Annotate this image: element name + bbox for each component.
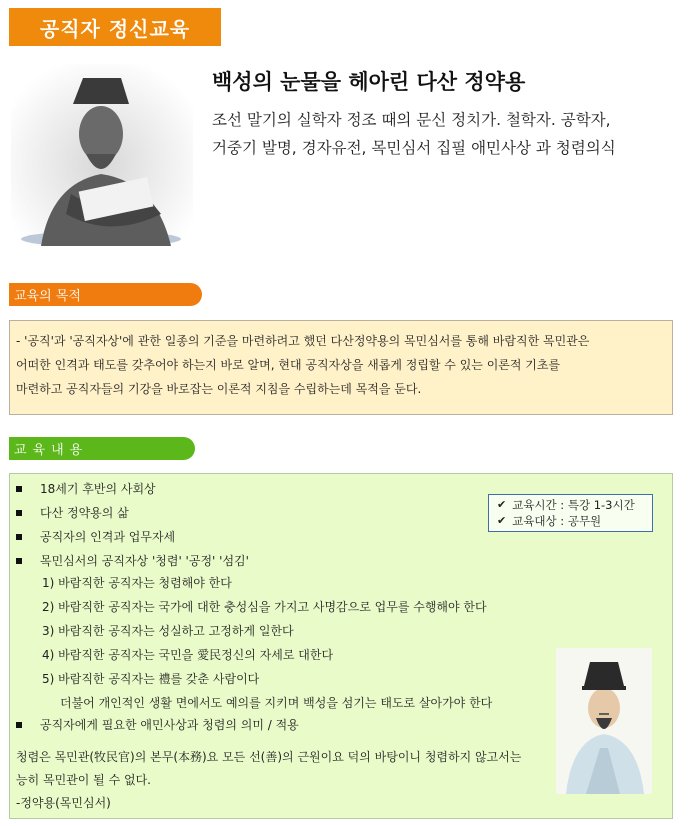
hero-desc-line: 거중기 발명, 경자유전, 목민심서 집필 애민사상 과 청렴의식	[212, 139, 616, 157]
hero-description	[212, 106, 682, 162]
list-item: 18세기 후반의 사회상	[16, 480, 156, 497]
list-item: 다산 정약용의 삶	[16, 504, 129, 521]
content-section-label: 교육내용	[9, 437, 195, 460]
check-icon: ✔	[497, 514, 507, 527]
bullet-icon	[16, 510, 22, 516]
info-target: 교육대상 : 공무원	[512, 514, 602, 528]
bullet-icon	[16, 722, 22, 728]
sub-item: 4) 바람직한 공직자는 국민을 愛民정신의 자세로 대한다	[42, 648, 334, 662]
hero-title: 백성의 눈물을 헤아린 다산 정약용	[212, 70, 526, 94]
bullet-icon	[16, 486, 22, 492]
statue-portrait-image	[11, 64, 193, 246]
purpose-box	[9, 320, 673, 415]
list-item: 공직자의 인격과 업무자세	[16, 528, 175, 545]
list-item: 목민심서의 공직자상 '청렴' '공정' '섬김'	[16, 552, 249, 569]
page-title: 공직자 정신교육	[9, 8, 221, 46]
sub-item: 더불어 개인적인 생활 면에서도 예의를 지키며 백성을 섬기는 태도로 살아가야 한다	[60, 696, 493, 710]
portrait-painting-image	[556, 648, 652, 794]
quote-line: 능히 목민관이 될 수 없다.	[16, 773, 151, 787]
purpose-section-label: 교육의 목적	[9, 283, 202, 306]
hero-desc-line: 조선 말기의 실학자 정조 때의 문신 정치가. 철학자. 공학자,	[212, 111, 611, 129]
sub-item: 3) 바람직한 공직자는 성실하고 고정하게 일한다	[42, 624, 294, 638]
purpose-line: - '공직'과 '공직자상'에 관한 일종의 기준을 마련하려고 했던 다산정약용의 목민심서를 통해 바람직한 목민관은	[16, 334, 590, 348]
info-box	[488, 494, 653, 532]
list-item: 공직자에게 필요한 애민사상과 청렴의 의미 / 적용	[16, 716, 299, 733]
sub-item: 1) 바람직한 공직자는 청렴해야 한다	[42, 576, 232, 590]
bullet-icon	[16, 558, 22, 564]
quote-line: 청렴은 목민관(牧民官)의 본무(本務)요 모든 선(善)의 근원이요 덕의 바탕이니 청렴하지 않고서는	[16, 750, 522, 764]
bullet-icon	[16, 534, 22, 540]
sub-item: 2) 바람직한 공직자는 국가에 대한 충성심을 가지고 사명감으로 업무를 수행해야 한다	[42, 600, 487, 614]
sub-item: 5) 바람직한 공직자는 禮를 갖춘 사람이다	[42, 672, 260, 686]
info-time: 교육시간 : 특강 1-3시간	[512, 498, 635, 512]
purpose-line: 어떠한 인격과 태도를 갖추어야 하는지 바로 알며, 현대 공직자상을 새롭게 정립할 수 있는 이론적 기초를	[16, 358, 561, 372]
quote-source: -정약용(목민심서)	[16, 796, 111, 810]
purpose-line: 마련하고 공직자들의 기강을 바로잡는 이론적 지침을 수립하는데 목적을 둔다.	[16, 382, 422, 396]
check-icon: ✔	[497, 498, 507, 511]
